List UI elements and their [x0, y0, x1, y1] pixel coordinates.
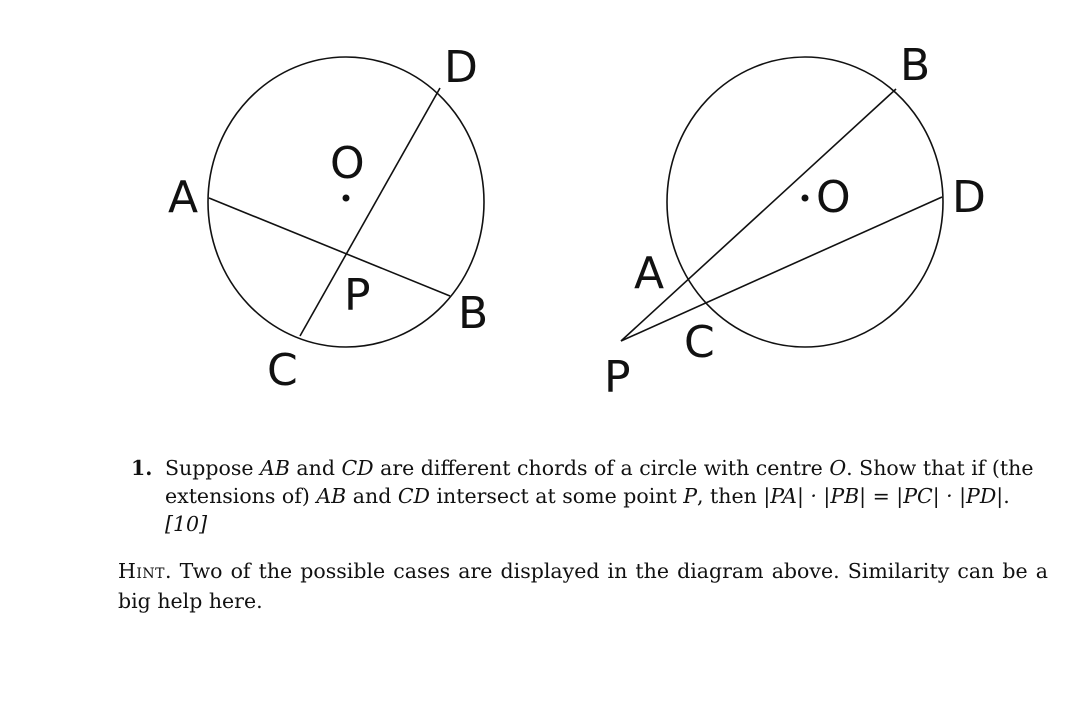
problem-text-6: intersect at some point	[429, 484, 684, 508]
math-p: P	[683, 484, 698, 508]
hint-text: . Two of the possible cases are displayed in the diagram above. Similarity can be a big help here.	[118, 559, 1048, 613]
math-ab-2: AB	[316, 484, 347, 508]
math-o: O	[829, 456, 847, 480]
left-centre-dot	[343, 195, 350, 202]
right-diagram	[604, 40, 986, 403]
left-label-d: D	[444, 42, 478, 93]
left-label-b: B	[458, 288, 489, 339]
right-secant-pcd	[621, 197, 942, 341]
left-label-o: O	[330, 138, 365, 189]
left-label-c: C	[267, 345, 298, 396]
problem-text-8: .	[1003, 484, 1010, 508]
math-cd-2: CD	[397, 484, 430, 508]
left-label-a: A	[168, 172, 199, 223]
right-secant-pab	[621, 89, 896, 341]
right-label-o: O	[816, 172, 851, 223]
problem-text-7: , then	[697, 484, 764, 508]
math-equation: |PA| · |PB| = |PC| · |PD|	[763, 484, 1004, 508]
right-label-p: P	[604, 352, 631, 403]
problem-text-2: and	[289, 456, 342, 480]
right-circle	[667, 57, 943, 347]
problem-text-4: . Show that if (the extensions of)	[165, 456, 1034, 508]
problem-text-5: and	[346, 484, 398, 508]
problem-number: 1.	[131, 456, 153, 480]
left-chord-ab	[209, 198, 450, 296]
problem-1	[131, 454, 1051, 538]
left-label-p: P	[344, 270, 371, 321]
problem-marks: [10]	[165, 512, 208, 536]
problem-text-3: are different chords of a circle with centre	[373, 456, 830, 480]
problem-statement	[165, 454, 1051, 538]
math-ab: AB	[260, 456, 290, 480]
right-label-b: B	[900, 40, 931, 91]
right-label-d: D	[952, 172, 986, 223]
right-label-c: C	[684, 317, 715, 368]
right-label-a: A	[634, 248, 665, 299]
hint-label: Hint	[118, 559, 165, 583]
math-cd: CD	[341, 456, 374, 480]
hint-paragraph	[118, 556, 1048, 616]
left-diagram	[168, 42, 488, 396]
problem-text-1: Suppose	[165, 456, 261, 480]
right-centre-dot	[802, 195, 809, 202]
